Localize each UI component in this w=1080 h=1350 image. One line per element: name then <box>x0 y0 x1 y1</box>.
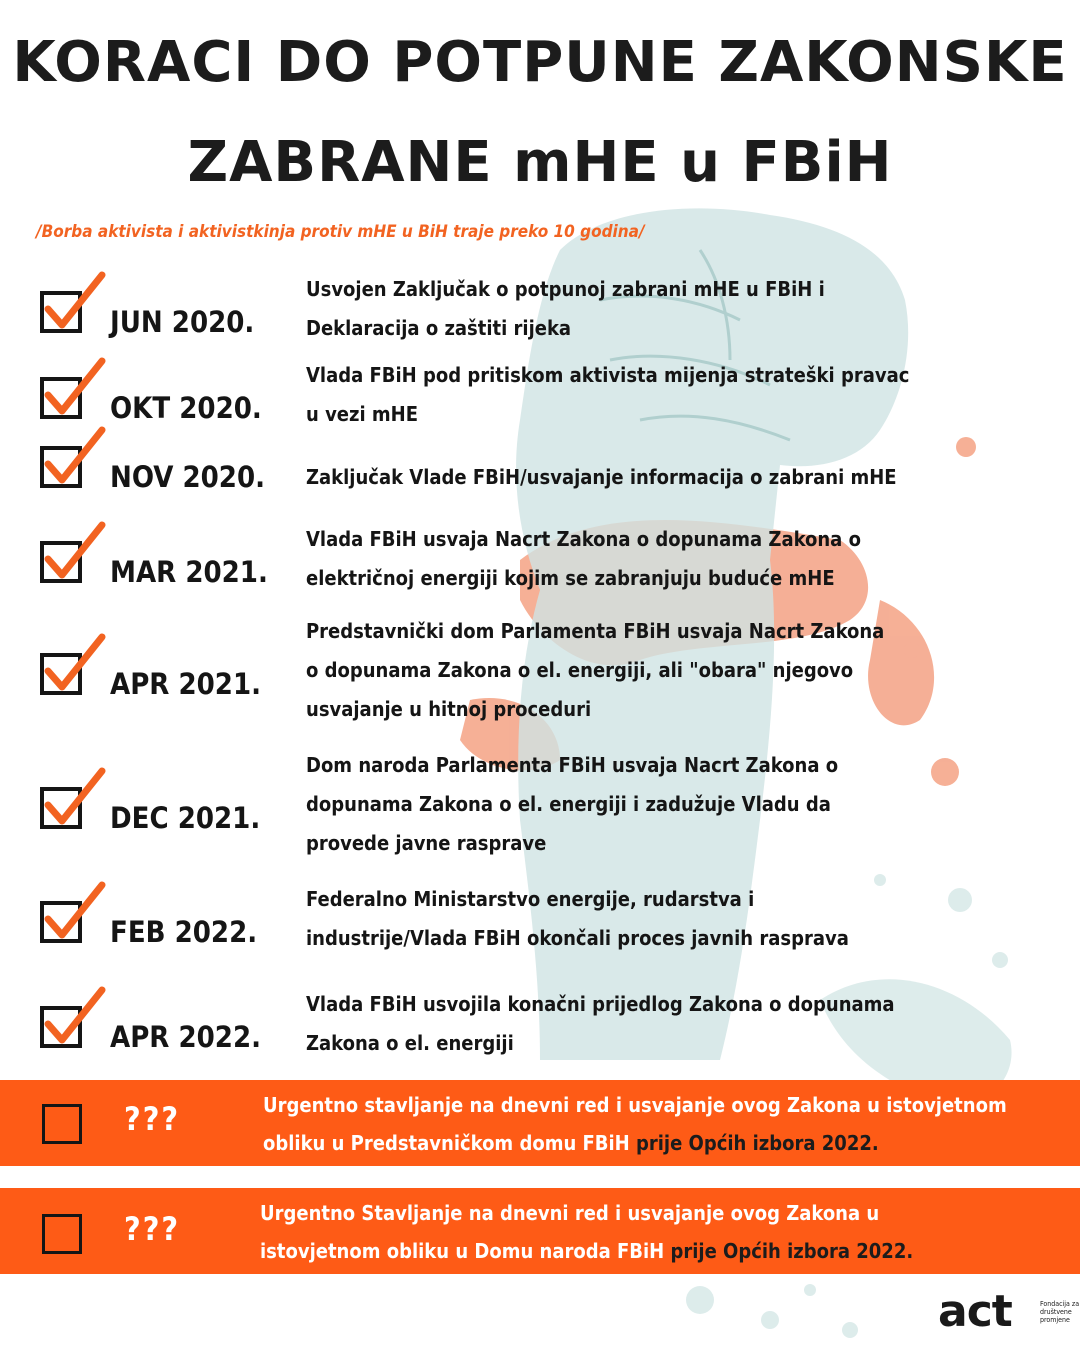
timeline-description-line: Predstavnički dom Parlamenta FBiH usvaja Nacrt Zakona <box>306 619 885 643</box>
checked-box-icon <box>38 357 108 427</box>
timeline-row <box>0 270 1080 350</box>
timeline-row <box>0 880 1080 960</box>
checked-box-icon <box>38 271 108 341</box>
pending-mark: ??? <box>124 1100 181 1138</box>
timeline-description-line: industrije/Vlada FBiH okončali proces javnih rasprava <box>306 926 849 950</box>
timeline-description-line: u vezi mHE <box>306 402 419 426</box>
timeline-description-line: Zaključak Vlade FBiH/usvajanje informacija o zabrani mHE <box>306 465 897 489</box>
timeline-row <box>0 985 1080 1065</box>
page-title-line2: ZABRANE mHE u FBiH <box>187 130 893 195</box>
timeline-row <box>0 356 1080 436</box>
timeline-description-line: usvajanje u hitnoj proceduri <box>306 697 592 721</box>
unchecked-box-icon <box>42 1214 82 1254</box>
timeline-date: OKT 2020. <box>110 391 262 425</box>
checked-box-icon <box>38 426 108 496</box>
pending-banner-1 <box>0 1080 1080 1166</box>
timeline-description <box>306 880 926 958</box>
timeline-description <box>306 356 926 434</box>
pending-line2: obliku u Predstavničkom domu FBiH <box>263 1131 630 1155</box>
timeline-description <box>306 985 926 1063</box>
timeline-description-line: Deklaracija o zaštiti rijeka <box>306 316 572 340</box>
timeline-description <box>306 746 926 863</box>
timeline-description-line: električnoj energiji kojim se zabranjuju buduće mHE <box>306 566 835 590</box>
timeline-date: MAR 2021. <box>110 555 268 589</box>
logo-subtext: Fondacija za društvene promjene <box>1040 1300 1080 1324</box>
timeline-description-line: Dom naroda Parlamenta FBiH usvaja Nacrt Zakona o <box>306 753 839 777</box>
timeline-date: APR 2022. <box>110 1020 262 1054</box>
pending-highlight: prije Općih izbora 2022. <box>629 1131 879 1155</box>
pending-banner-2 <box>0 1188 1080 1274</box>
checked-box-icon <box>38 633 108 703</box>
checked-box-icon <box>38 767 108 837</box>
timeline-description-line: provede javne rasprave <box>306 831 547 855</box>
timeline-row <box>0 746 1080 866</box>
pending-highlight: prije Općih izbora 2022. <box>664 1239 914 1263</box>
subtitle: /Borba aktivista i aktivistkinja protiv mHE u BiH traje preko 10 godina/ <box>36 222 645 242</box>
checked-box-icon <box>38 986 108 1056</box>
pending-mark: ??? <box>124 1210 181 1248</box>
page-title-line1: KORACI DO POTPUNE ZAKONSKE <box>12 30 1068 95</box>
pending-line2: istovjetnom obliku u Domu naroda FBiH <box>260 1239 665 1263</box>
timeline-description <box>306 612 926 729</box>
timeline-row <box>0 612 1080 732</box>
timeline-description <box>306 270 926 348</box>
timeline-description-line: Vlada FBiH pod pritiskom aktivista mijenja strateški pravac <box>306 363 910 387</box>
timeline-description-line: Federalno Ministarstvo energije, rudarstva i <box>306 887 755 911</box>
timeline-date: FEB 2022. <box>110 915 258 949</box>
pending-line1: Urgentno stavljanje na dnevni red i usvajanje ovog Zakona u istovjetnom <box>263 1093 1007 1117</box>
pending-text <box>260 1194 913 1270</box>
timeline-date: DEC 2021. <box>110 800 261 835</box>
timeline-description-line: Zakona o el. energiji <box>306 1031 514 1055</box>
timeline-date: NOV 2020. <box>110 459 266 494</box>
timeline-date: JUN 2020. <box>110 305 255 339</box>
timeline-row <box>0 520 1080 600</box>
timeline-description-line: Vlada FBiH usvaja Nacrt Zakona o dopunama Zakona o <box>306 527 861 551</box>
checked-box-icon <box>38 521 108 591</box>
timeline-description <box>306 520 926 598</box>
timeline-description-line: dopunama Zakona o el. energiji i zadužuje Vladu da <box>306 792 831 816</box>
checked-box-icon <box>38 881 108 951</box>
logo-word: act <box>938 1286 1012 1337</box>
timeline-description <box>306 458 926 497</box>
timeline-description-line: Usvojen Zaključak o potpunoj zabrani mHE u FBiH i <box>306 277 825 301</box>
timeline-description-line: Vlada FBiH usvojila konačni prijedlog Zakona o dopunama <box>306 992 895 1016</box>
pending-line1: Urgentno Stavljanje na dnevni red i usvajanje ovog Zakona u <box>260 1201 880 1225</box>
unchecked-box-icon <box>42 1104 82 1144</box>
timeline-description-line: o dopunama Zakona o el. energiji, ali "obara" njegovo <box>306 658 854 682</box>
act-logo <box>938 1286 1080 1337</box>
pending-text <box>263 1086 1007 1162</box>
timeline-row <box>0 444 1080 504</box>
timeline-date: APR 2021. <box>110 666 262 701</box>
